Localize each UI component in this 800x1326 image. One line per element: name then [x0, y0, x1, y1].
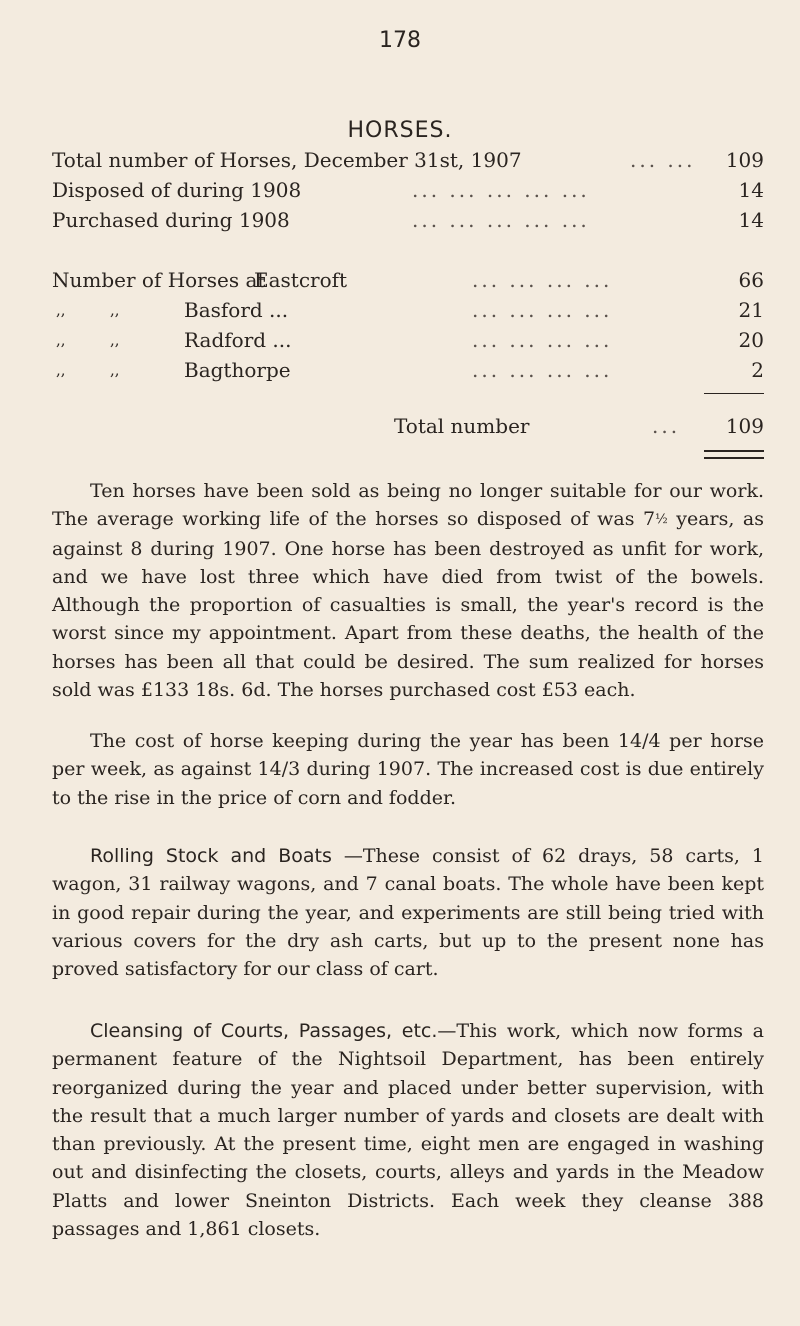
paragraph-horse-keeping-cost: The cost of horse keeping during the year has been 14/4 per horse per week, as against 14/3 during 1907. The increased cost is due entirely to the rise in the price of corn and fodder.: [52, 730, 764, 809]
paragraph-cleansing-courts: [52, 1017, 764, 1243]
location-name: Bagthorpe: [184, 358, 291, 382]
paragraph-text: —This work, which now forms a permanent feature of the Nightsoil Department, has been entirely reorganized during the year and placed under better supervision, with the result that a much larger number of yards and closets are dealt with than previously. At the present time, eight men are engaged in washing out and disinfecting the closets, courts, alleys and yards in the Meadow Platts and lower Sneinton Districts. Each week they cleanse 388 passages and 1,861 closets.: [52, 1020, 764, 1241]
location-name: Eastcroft: [254, 268, 348, 292]
summary-row-total-1907: [52, 147, 764, 173]
paragraph-text: —These consist of 62 drays, 58 carts, 1 wagon, 31 railway wagons, and 7 canal boats. The whole have been kept in good repair during the year, and experiments are still being tried with various covers for the dry ash carts, but up to the present none has proved satisfactory for our class of cart.: [52, 845, 764, 981]
ditto-mark: ,,: [56, 301, 66, 319]
ditto-mark: ,,: [110, 331, 120, 349]
summary-label: Disposed of during 1908: [52, 178, 302, 202]
location-value: 2: [751, 358, 764, 382]
paragraph-text: years, as against 8 during 1907. One horse has been destroyed as unfit for work, and we have lost three which have died from twist of the bowels. Although the proportion of casualties is small, the year's record is the worst since my appointment. Apart from these deaths, the health of the horses has been all that could be desired. The sum realized for horses sold was £133 18s. 6d. The horses purchased cost £53 each.: [52, 508, 764, 702]
page-number: 178: [379, 28, 421, 53]
location-value: 66: [738, 268, 764, 292]
leader-dots: ... ... ... ...: [472, 298, 613, 322]
subsection-heading: Cleansing of Courts, Passages, etc.: [90, 1020, 438, 1042]
total-value: 109: [725, 414, 764, 438]
subsection-heading: Rolling Stock and Boats: [90, 845, 332, 867]
leader-dots: ...: [652, 414, 681, 438]
summary-label: Purchased during 1908: [52, 208, 290, 232]
summary-value: 109: [725, 148, 764, 172]
section-heading: HORSES.: [347, 118, 453, 143]
summary-row-disposed: [52, 177, 764, 203]
ditto-mark: ,,: [56, 361, 66, 379]
leader-dots: ... ...: [630, 148, 696, 172]
location-value: 20: [738, 328, 764, 352]
location-value: 21: [738, 298, 764, 322]
location-intro: Number of Horses at: [52, 268, 266, 292]
location-row-basford: [52, 297, 764, 323]
paragraph-text: Ten horses have been sold as being no longer suitable for our work. The average working life of the horses so disposed of was 7: [52, 480, 764, 531]
leader-dots: ... ... ... ...: [472, 328, 613, 352]
location-row-bagthorpe: [52, 357, 764, 383]
paragraph-rolling-stock: [52, 842, 764, 983]
summary-label: Total number of Horses, December 31st, 1907: [52, 148, 522, 172]
location-row-radford: [52, 327, 764, 353]
leader-dots: ... ... ... ...: [472, 358, 613, 382]
leader-dots: ... ... ... ... ...: [412, 208, 590, 232]
ditto-mark: ,,: [110, 301, 120, 319]
ditto-mark: ,,: [110, 361, 120, 379]
summary-value: 14: [738, 178, 764, 202]
fraction: ½: [655, 512, 668, 528]
location-name: Radford ...: [184, 328, 292, 352]
ditto-mark: ,,: [56, 331, 66, 349]
leader-dots: ... ... ... ... ...: [412, 178, 590, 202]
double-rule: [704, 450, 764, 459]
sum-rule: [704, 393, 764, 394]
location-row-eastcroft: [52, 267, 764, 293]
leader-dots: ... ... ... ...: [472, 268, 613, 292]
summary-value: 14: [738, 208, 764, 232]
total-label: Total number: [394, 414, 530, 438]
total-row: [52, 413, 764, 439]
summary-row-purchased: [52, 207, 764, 233]
location-name: Basford ...: [184, 298, 289, 322]
paragraph-horse-sales: [52, 477, 764, 704]
